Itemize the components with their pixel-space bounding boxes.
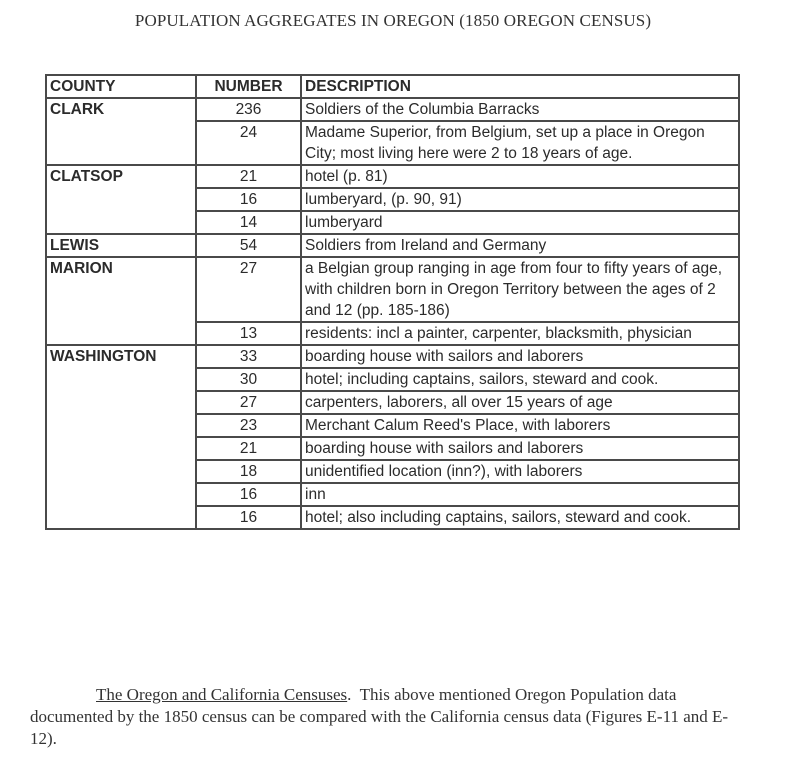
number-cell: 24 [196, 121, 301, 165]
column-header-county: COUNTY [46, 75, 196, 98]
description-cell: hotel; including captains, sailors, steward and cook. [301, 368, 739, 391]
table-row [46, 234, 739, 257]
number-cell: 236 [196, 98, 301, 121]
county-cell: MARION [46, 257, 196, 345]
number-cell: 16 [196, 483, 301, 506]
description-cell: inn [301, 483, 739, 506]
description-cell: boarding house with sailors and laborers [301, 345, 739, 368]
number-cell: 13 [196, 322, 301, 345]
table-row [46, 165, 739, 188]
description-cell: boarding house with sailors and laborers [301, 437, 739, 460]
county-cell: LEWIS [46, 234, 196, 257]
column-header-description: DESCRIPTION [301, 75, 739, 98]
number-cell: 27 [196, 391, 301, 414]
county-cell: CLARK [46, 98, 196, 165]
description-cell: Merchant Calum Reed's Place, with laborers [301, 414, 739, 437]
county-cell: WASHINGTON [46, 345, 196, 529]
description-cell: residents: incl a painter, carpenter, blacksmith, physician [301, 322, 739, 345]
document-title: POPULATION AGGREGATES IN OREGON (1850 OREGON CENSUS) [134, 11, 652, 30]
description-cell: hotel (p. 81) [301, 165, 739, 188]
number-cell: 21 [196, 437, 301, 460]
description-cell: carpenters, laborers, all over 15 years of age [301, 391, 739, 414]
number-cell: 23 [196, 414, 301, 437]
description-cell: Madame Superior, from Belgium, set up a place in Oregon City; most living here were 2 to 18 years of age. [301, 121, 739, 165]
number-cell: 18 [196, 460, 301, 483]
number-cell: 33 [196, 345, 301, 368]
table-row [46, 345, 739, 368]
paragraph-heading: The Oregon and California Censuses [96, 685, 348, 704]
number-cell: 16 [196, 506, 301, 529]
description-cell: unidentified location (inn?), with laborers [301, 460, 739, 483]
description-cell: Soldiers from Ireland and Germany [301, 234, 739, 257]
body-paragraph [30, 684, 730, 750]
table-row [46, 257, 739, 322]
description-cell: a Belgian group ranging in age from four to fifty years of age, with children born in Oregon Territory between the ages of 2 and 12 (pp. 185-186) [301, 257, 739, 322]
description-cell: hotel; also including captains, sailors, steward and cook. [301, 506, 739, 529]
description-cell: lumberyard, (p. 90, 91) [301, 188, 739, 211]
description-cell: lumberyard [301, 211, 739, 234]
county-cell: CLATSOP [46, 165, 196, 234]
table-row [46, 98, 739, 121]
number-cell: 30 [196, 368, 301, 391]
number-cell: 54 [196, 234, 301, 257]
number-cell: 21 [196, 165, 301, 188]
table-header-row [46, 75, 739, 98]
population-table [45, 74, 740, 530]
paragraph-heading-suffix: . [347, 685, 352, 704]
number-cell: 16 [196, 188, 301, 211]
number-cell: 14 [196, 211, 301, 234]
description-cell: Soldiers of the Columbia Barracks [301, 98, 739, 121]
number-cell: 27 [196, 257, 301, 322]
paragraph-body: This above mentioned Oregon Population data documented by the 1850 census can be compared with the California census data (Figures E-11 and E-12). [30, 685, 729, 748]
column-header-number: NUMBER [196, 75, 301, 98]
